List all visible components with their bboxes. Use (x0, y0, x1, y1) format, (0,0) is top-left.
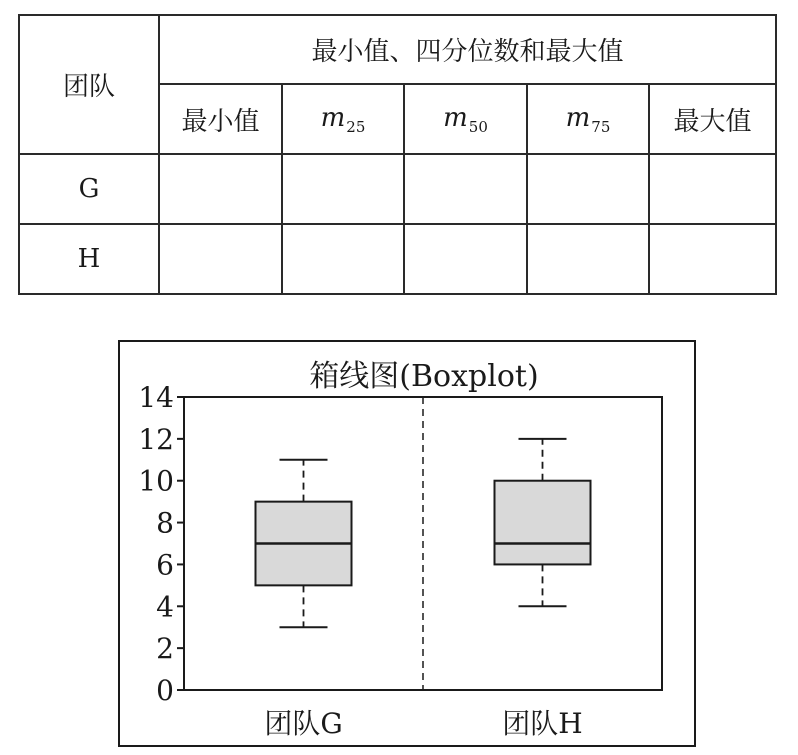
chart-outer-frame (119, 341, 695, 746)
plot-area (138, 381, 662, 740)
col-min-label: 最小值 (181, 106, 260, 137)
col-m75-symbol: m (565, 102, 591, 133)
col-m25-subscript: 25 (346, 117, 366, 136)
col-m75-subscript: 75 (591, 117, 611, 136)
y-tick-label: 14 (138, 381, 174, 414)
y-tick-label: 2 (156, 632, 174, 666)
x-category-label: 团队G (264, 707, 343, 740)
iqr-box (495, 481, 591, 565)
y-tick-label: 10 (138, 464, 174, 498)
y-tick-label: 12 (138, 422, 174, 456)
group-header: 最小值、四分位数和最大值 (311, 37, 624, 67)
y-tick-label: 8 (156, 506, 174, 540)
y-tick-label: 4 (156, 590, 174, 624)
y-tick-label: 0 (156, 674, 174, 707)
team-label: H (77, 244, 101, 274)
col-m50-subscript: 50 (468, 117, 488, 136)
team-label: G (78, 174, 100, 204)
col-m25-symbol: m (320, 102, 346, 133)
y-tick-label: 6 (156, 548, 174, 582)
col-m50-symbol: m (443, 102, 468, 133)
team-header: 团队 (62, 72, 115, 102)
x-category-label: 团队H (502, 707, 583, 740)
chart-title: 箱线图(Boxplot) (309, 359, 539, 394)
col-max-label: 最大值 (673, 106, 752, 137)
